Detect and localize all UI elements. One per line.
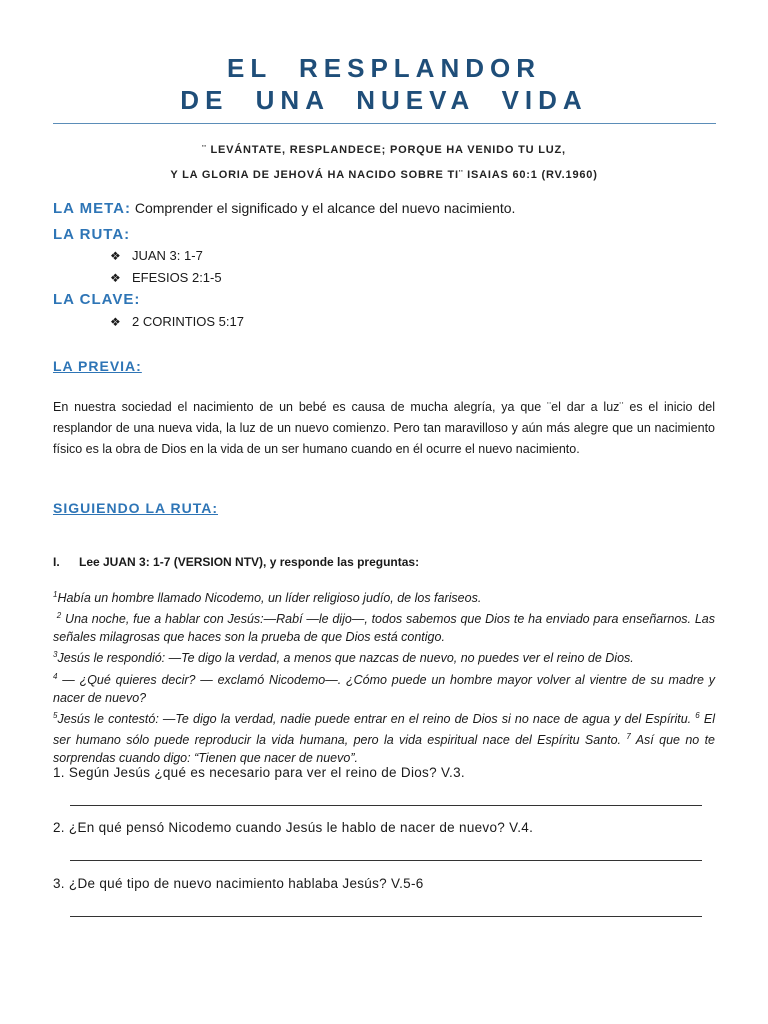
- key-verse-line-2: Y LA GLORIA DE JEHOVÁ HA NACIDO SOBRE TI¨ ISAIAS 60:1 (RV.1960): [170, 169, 598, 181]
- question-1: 1. Según Jesús ¿qué es necesario para ver el reino de Dios? V.3.: [53, 765, 465, 780]
- question-2: 2. ¿En qué pensó Nicodemo cuando Jesús le hablo de nacer de nuevo? V.4.: [53, 820, 534, 835]
- verse-2: $^2$ Una noche, fue a hablar con Jesús:—Rabí —le dijo—, todos sabemos que Dios te ha enviado para enseñarnos. Las señales milagrosas que haces son la prueba de que Dios está contigo.: [53, 611, 715, 645]
- answer-line-3[interactable]: [70, 916, 702, 917]
- verse-1: $^1$Había un hombre llamado Nicodemo, un líder religioso judío, de los fariseos.: [53, 590, 482, 606]
- meta-text: Comprender el significado y el alcance del nuevo nacimiento.: [134, 200, 516, 216]
- instruction-number: I.: [53, 555, 60, 569]
- page-title-line-2: DE UNA NUEVA VIDA: [180, 85, 588, 115]
- diamond-bullet-icon: ❖: [110, 315, 121, 329]
- verse-7: $^7$ Así que no te sorprendas cuando digo: “Tienen que nacer de nuevo”.: [53, 731, 716, 765]
- instruction-text: Lee JUAN 3: 1-7 (VERSION NTV), y responde las preguntas:: [79, 555, 420, 569]
- page-title-line-1: EL RESPLANDOR: [227, 53, 541, 83]
- key-verse-line-1: ¨ LEVÁNTATE, RESPLANDECE; PORQUE HA VENIDO TU LUZ,: [202, 144, 566, 156]
- title-divider: [53, 123, 716, 124]
- clave-row: [53, 291, 140, 308]
- diamond-bullet-icon: ❖: [110, 271, 121, 285]
- meta-label: LA META:: [53, 200, 131, 217]
- answer-line-2[interactable]: [70, 860, 702, 861]
- meta-row: [53, 200, 515, 217]
- ruta-item: ❖ EFESIOS 2:1-5: [110, 270, 222, 285]
- verse-5: $^5$Jesús le contestó: —Te digo la verdad, nadie puede entrar en el reino de Dios si no nace de agua y del Espíritu.: [53, 710, 692, 726]
- bible-passage: [53, 586, 715, 767]
- verse-4: $^4$ — ¿Qué quieres decir? — exclamó Nicodemo—. ¿Cómo puede un hombre mayor volver al vientre de su madre y nacer de nuevo?: [53, 671, 715, 705]
- previa-paragraph: En nuestra sociedad el nacimiento de un bebé es causa de mucha alegría, ya que ¨el dar a luz¨ es el inicio del resplandor de una nueva vida, la luz de un nuevo comienzo. Pero tan maravilloso y aún más alegre que un nacimiento físico es la obra de Dios en la vida de un ser humano cuando en él ocurre el nuevo nacimiento.: [53, 400, 715, 456]
- verse-3: $^3$Jesús le respondió: —Te digo la verdad, a menos que nazcas de nuevo, no puedes ver el reino de Dios.: [53, 650, 634, 666]
- verse-6: $^6$ El ser humano sólo puede reproducir la vida humana, pero la vida espiritual nace del Espíritu Santo.: [53, 710, 715, 747]
- siguiendo-heading: SIGUIENDO LA RUTA:: [53, 500, 218, 516]
- clave-item: ❖ 2 CORINTIOS 5:17: [110, 314, 244, 329]
- instruction-row: [53, 555, 419, 569]
- ruta-item: ❖ JUAN 3: 1-7: [110, 248, 203, 263]
- diamond-bullet-icon: ❖: [110, 249, 121, 263]
- question-3: 3. ¿De qué tipo de nuevo nacimiento hablaba Jesús? V.5-6: [53, 876, 424, 891]
- ruta-label: LA RUTA:: [53, 226, 131, 243]
- ruta-row: [53, 226, 130, 243]
- clave-label: LA CLAVE:: [53, 291, 141, 308]
- previa-heading: LA PREVIA:: [53, 358, 142, 374]
- answer-line-1[interactable]: [70, 805, 702, 806]
